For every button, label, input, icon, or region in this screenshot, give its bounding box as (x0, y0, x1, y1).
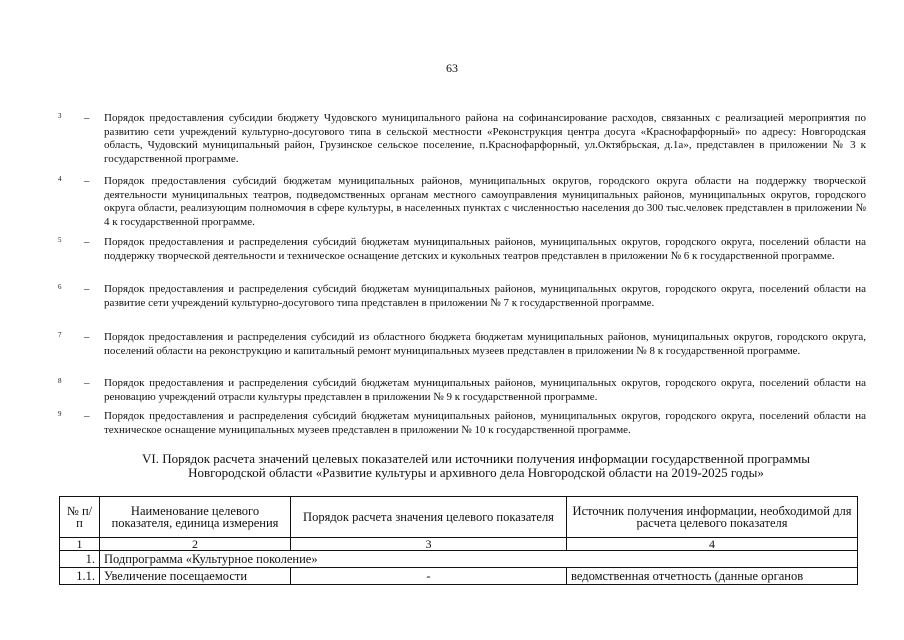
footnote-text: Порядок предоставления субсидии бюджету Чудовского муниципального района на софинансирование расходов, связанных с реализацией мероприятия по развитию сети учреждений культурно-досугового типа в сельской местности «Реконструкция центра досуга «Краснофарфорный» по адресу: Новгородская область, Чудовский муниципальный район, Грузинское сельское поселение, п.Краснофарфорный, ул.Октябрьская, д.1а», представлен в приложении № 3 к государственной программе. (104, 112, 866, 165)
footnote-text: Порядок предоставления и распределения субсидий бюджетам муниципальных районов, муниципальных округов, городского округа, поселений области на поддержку творческой деятельности и техническое оснащение детских и кукольных театров представлен в приложении № 6 к государственной программе. (104, 236, 866, 262)
section-title-line-2: Новгородской области «Развитие культуры и архивного дела Новгородской области на 2019-2025 годы» (188, 465, 764, 480)
footnote-dash: – (84, 410, 90, 422)
footnote-number: 8 (58, 377, 62, 385)
page-number: 63 (446, 61, 458, 75)
footnote-number: 7 (58, 331, 62, 339)
indicator-name: Увеличение посещаемости (100, 568, 291, 585)
footnote-dash: – (84, 236, 90, 248)
row-number: 1. (60, 551, 100, 568)
row-number: 1.1. (60, 568, 100, 585)
table-row (60, 551, 858, 568)
header-calculation-method: Порядок расчета значения целевого показателя (291, 497, 567, 538)
column-number: 1 (60, 538, 100, 551)
footnote-text: Порядок предоставления субсидий бюджетам муниципальных районов, муниципальных округов, городского округа области на поддержку творческой деятельности муниципальных театров, подведомственных органам местного самоуправления муниципальных районов, муниципальных округов, городского округа области, реализующим полномочия в сфере культуры, в населенных пунктах с численностью населения до 300 тыс.человек представлен в приложении № 4 к государственной программе. (104, 175, 866, 228)
subprogram-title: Подпрограмма «Культурное поколение» (100, 551, 858, 568)
calculation-method: - (291, 568, 567, 585)
footnote-number: 5 (58, 236, 62, 244)
footnote-text: Порядок предоставления и распределения субсидий бюджетам муниципальных районов, муниципальных округов, городского округа, поселений области на техническое оснащение муниципальных музеев представлен в приложении № 10 к государственной программе. (104, 410, 866, 436)
footnote-text: Порядок предоставления и распределения субсидий из областного бюджета бюджетам муниципальных районов, муниципальных округов, городского округа, поселений области на реконструкцию и капитальный ремонт муниципальных музеев представлен в приложении № 8 к государственной программе. (104, 331, 866, 357)
indicators-table (59, 496, 858, 585)
column-number: 2 (100, 538, 291, 551)
footnote-dash: – (84, 112, 90, 124)
table-header-row (60, 497, 858, 538)
section-title-line-1: VI. Порядок расчета значений целевых показателей или источники получения информации государственной программы (142, 451, 810, 466)
footnote-text: Порядок предоставления и распределения субсидий бюджетам муниципальных районов, муниципальных округов, городского округа, поселений области на развитие сети учреждений культурно-досугового типа представлен в приложении № 7 к государственной программе. (104, 283, 866, 309)
footnote-dash: – (84, 283, 90, 295)
column-number: 3 (291, 538, 567, 551)
column-numbers-row (60, 538, 858, 551)
column-number: 4 (567, 538, 858, 551)
footnote-dash: – (84, 175, 90, 187)
footnote-text: Порядок предоставления и распределения субсидий бюджетам муниципальных районов, муниципальных округов, городского округа, поселений области на реновацию учреждений отрасли культуры представлен в приложении № 9 к государственной программе. (104, 377, 866, 403)
header-number: № п/п (60, 497, 100, 538)
section-title (96, 452, 856, 480)
footnote-dash: – (84, 377, 90, 389)
information-source: ведомственная отчетность (данные органов (567, 568, 858, 585)
footnote-number: 6 (58, 283, 62, 291)
header-information-source: Источник получения информации, необходимой для расчета целевого показателя (567, 497, 858, 538)
footnote-number: 4 (58, 175, 62, 183)
footnote-number: 9 (58, 410, 62, 418)
footnote-number: 3 (58, 112, 62, 120)
table-row (60, 568, 858, 585)
footnote-dash: – (84, 331, 90, 343)
header-indicator-name: Наименование целевого показателя, единица измерения (100, 497, 291, 538)
